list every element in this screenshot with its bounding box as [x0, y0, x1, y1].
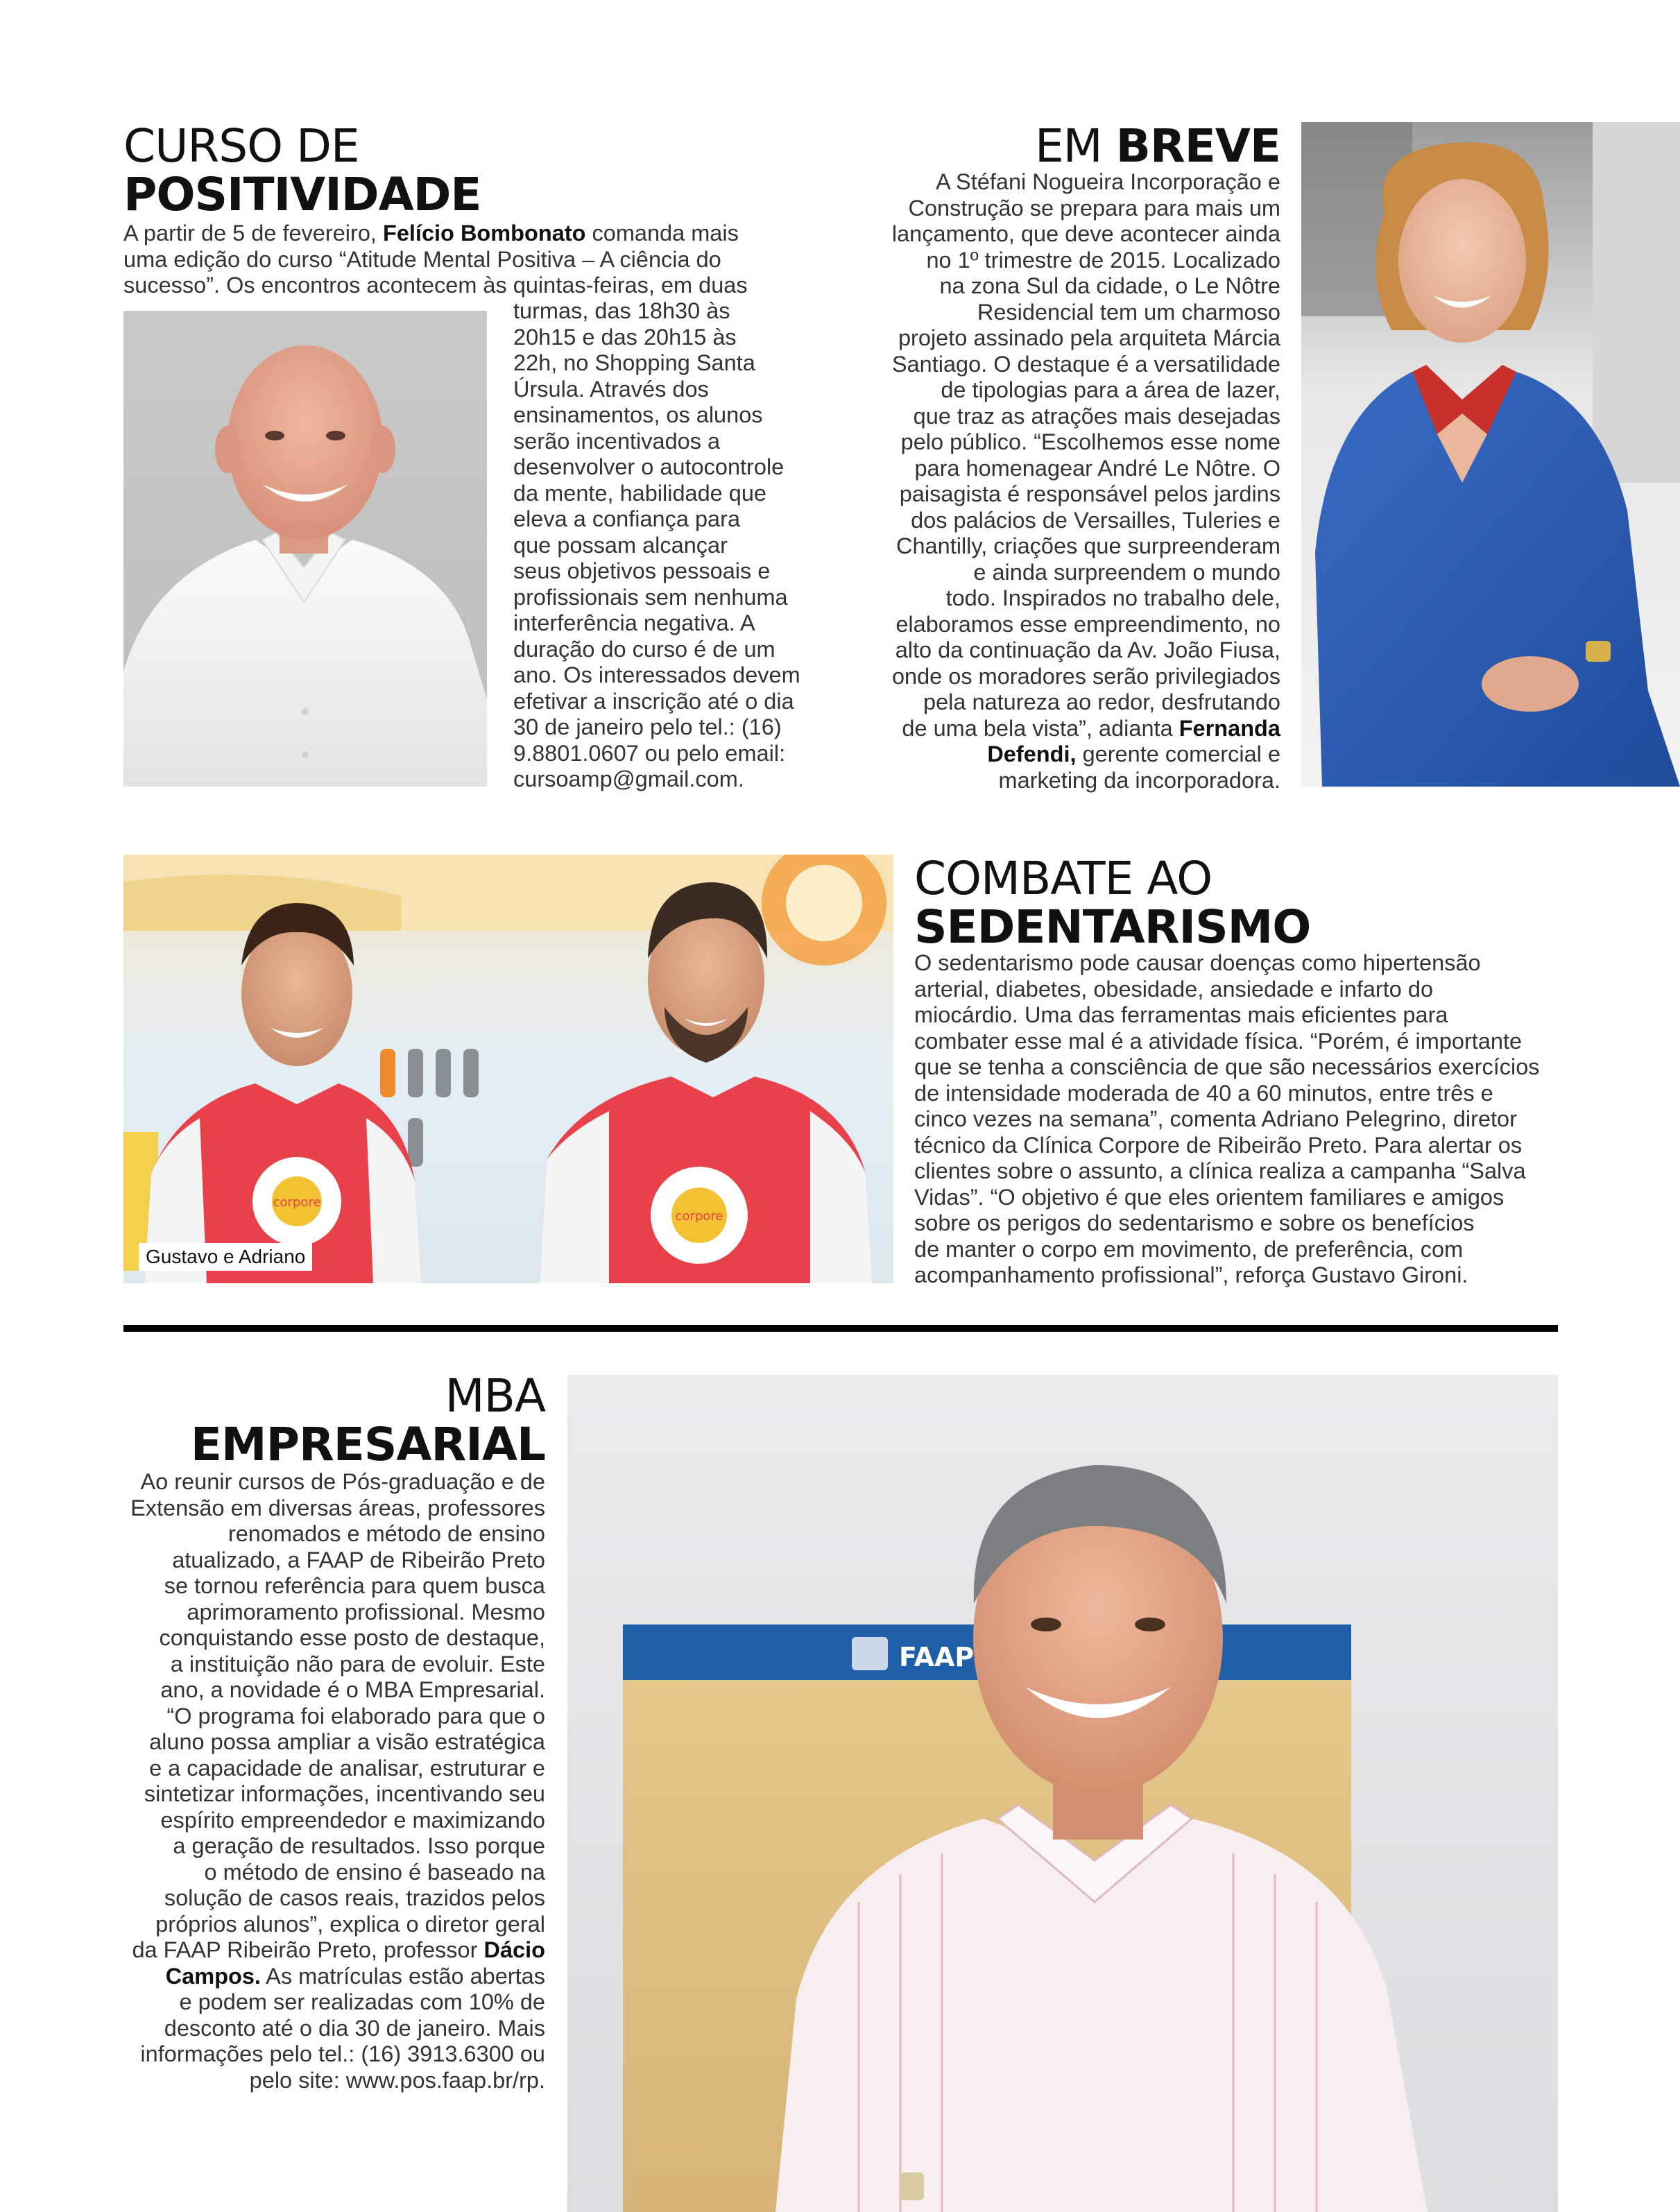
text-line: próprios alunos”, explica o diretor geral [155, 1911, 545, 1937]
text-line: alto da continuação da Av. João Fiusa, [895, 637, 1280, 662]
text-line: ano. Os interessados devem [513, 662, 800, 687]
text-line: uma edição do curso “Atitude Mental Positiva – A ciência do [123, 246, 721, 272]
text-line: que traz as atrações mais desejadas [913, 403, 1280, 429]
text-line: cursoamp@gmail.com. [513, 766, 744, 791]
text-line: Extensão em diversas áreas, professores [130, 1495, 545, 1520]
felicio-portrait-illustration [123, 311, 487, 787]
text-line: ano, a novidade é o MBA Empresarial. [160, 1677, 545, 1702]
text-line: de tipologias para a área de lazer, [941, 377, 1280, 402]
text-line: desenvolver o autocontrole [513, 454, 785, 479]
highlighted-name: Dácio [483, 1937, 545, 1962]
shirt-logo-left: corpore [273, 1195, 321, 1210]
text-line: informações pelo tel.: (16) 3913.6300 ou [140, 2041, 545, 2066]
text-line: de manter o corpo em movimento, de preferência, com [914, 1236, 1464, 1262]
text-line: paisagista é responsável pelos jardins [899, 481, 1280, 506]
text-line: conquistando esse posto de destaque, [159, 1625, 545, 1650]
text-line: profissionais sem nenhuma [513, 584, 788, 610]
text-line: A partir de 5 de fevereiro, Felício Bombonato comanda mais [123, 221, 739, 246]
text-line: A Stéfani Nogueira Incorporação e [936, 169, 1280, 194]
photo-caption: Gustavo e Adriano [139, 1243, 312, 1271]
text-line: e podem ser realizadas com 10% de [179, 1989, 545, 2014]
text-line: Vidas”. “O objetivo é que eles orientem familiares e amigos [914, 1184, 1505, 1210]
text-line: técnico da Clínica Corpore de Ribeirão Preto. Para alertar os [914, 1132, 1523, 1158]
text-line: lançamento, que deve acontecer ainda [891, 221, 1280, 246]
text-line: solução de casos reais, trazidos pelos [164, 1885, 545, 1910]
text-line: desconto até o dia 30 de janeiro. Mais [164, 2015, 545, 2041]
text-line: ensinamentos, os alunos [513, 402, 763, 427]
text-line: cinco vezes na semana”, comenta Adriano Pelegrino, diretor [914, 1106, 1517, 1131]
text-line: todo. Inspirados no trabalho dele, [945, 585, 1280, 610]
text-line: atualizado, a FAAP de Ribeirão Preto [172, 1547, 545, 1572]
fernanda-photo [1301, 122, 1680, 787]
text-line: O sedentarismo pode causar doenças como hipertensão [914, 950, 1481, 975]
mba-text [111, 1469, 545, 2093]
highlighted-name: Felício Bombonato [382, 221, 586, 246]
text-line: seus objetivos pessoais e [513, 558, 771, 583]
text-line: na zona Sul da cidade, o Le Nôtre [939, 273, 1280, 298]
text-line: Campos. As matrículas estão abertas [165, 1963, 545, 1989]
text-line: pelo público. “Escolhemos esse nome [900, 429, 1280, 454]
breve-title-bold: BREVE [1115, 119, 1280, 173]
mba-title-bold: EMPRESARIAL [190, 1418, 545, 1471]
breve-text [818, 169, 1280, 794]
text-line: aluno possa ampliar a visão estratégica [149, 1729, 545, 1754]
text-line: pelo site: www.pos.faap.br/rp. [249, 2067, 545, 2093]
text-line: da mente, habilidade que [513, 480, 767, 506]
text-line: dos palácios de Versailles, Tuleries e [911, 507, 1280, 533]
text-line: serão incentivados a [513, 428, 721, 454]
shirt-logo-right: corpore [675, 1209, 723, 1224]
text-line: acompanhamento profissional”, reforça Gustavo Gironi. [914, 1262, 1468, 1287]
highlighted-name: Fernanda [1178, 715, 1280, 741]
curso-intro-text [123, 221, 789, 299]
felicio-photo [123, 311, 487, 787]
curso-title-bold: POSITIVIDADE [123, 168, 481, 221]
mba-title-light: MBA [445, 1369, 545, 1423]
text-line: Ao reunir cursos de Pós-graduação e de [140, 1469, 545, 1494]
breve-title-light: EM [1034, 119, 1116, 173]
faap-sign-text: FAAP [899, 1642, 975, 1672]
text-line: Chantilly, criações que surpreenderam [896, 533, 1280, 558]
text-line: sucesso”. Os encontros acontecem às quintas-feiras, em duas [123, 273, 748, 298]
combate-title-bold: SEDENTARISMO [914, 900, 1311, 954]
curso-title-light: CURSO DE [123, 119, 359, 173]
text-line: 9.8801.0607 ou pelo email: [513, 740, 786, 766]
text-line: aprimoramento profissional. Mesmo [187, 1599, 545, 1624]
text-line: elaboramos esse empreendimento, no [895, 611, 1280, 637]
text-line: sintetizar informações, incentivando seu [144, 1781, 545, 1806]
text-line: que possam alcançar [513, 532, 728, 558]
text-line: efetivar a inscrição até o dia [513, 688, 794, 714]
text-line: 20h15 e das 20h15 às [513, 324, 737, 350]
curso-column-text [513, 298, 818, 793]
corpore-campaign-illustration [123, 855, 893, 1283]
text-line: sobre os perigos do sedentarismo e sobre os benefícios [914, 1210, 1475, 1235]
text-line: projeto assinado pela arquiteta Márcia [898, 325, 1280, 350]
highlighted-name: Campos. [165, 1963, 261, 1989]
text-line: e ainda surpreendem o mundo [973, 559, 1280, 585]
text-line: da FAAP Ribeirão Preto, professor Dácio [132, 1937, 545, 1962]
text-line: a geração de resultados. Isso porque [173, 1833, 545, 1858]
text-line: renomados e método de ensino [228, 1521, 545, 1546]
text-line: Úrsula. Através dos [513, 376, 709, 402]
text-line: Residencial tem um charmoso [977, 299, 1280, 325]
dacio-photo [567, 1375, 1558, 2212]
text-line: de intensidade moderada de 40 a 60 minutos, entre três e [914, 1080, 1493, 1106]
text-line: “O programa foi elaborado para que o [166, 1703, 545, 1729]
text-line: que se tenha a consciência de que são necessários exercícios [914, 1054, 1540, 1079]
text-line: 22h, no Shopping Santa [513, 350, 755, 375]
text-line: Defendi, gerente comercial e [987, 741, 1280, 766]
text-line: miocárdio. Uma das ferramentas mais eficientes para [914, 1002, 1448, 1027]
text-line: onde os moradores serão privilegiados [891, 663, 1280, 689]
text-line: a instituição não para de evoluir. Este [170, 1651, 545, 1677]
text-line: combater esse mal é a atividade física. “Porém, é importante [914, 1028, 1523, 1054]
breve-title [957, 119, 1280, 173]
text-line: 30 de janeiro pelo tel.: (16) [513, 714, 782, 739]
text-line: e a capacidade de analisar, estruturar e [149, 1755, 545, 1781]
gustavo-adriano-photo [123, 855, 893, 1283]
combate-text [914, 950, 1559, 1289]
text-line: eleva a confiança para [513, 506, 741, 531]
text-line: marketing da incorporadora. [998, 767, 1280, 793]
text-line: turmas, das 18h30 às [513, 298, 730, 323]
text-line: de uma bela vista”, adianta Fernanda [902, 715, 1280, 741]
faap-portrait-illustration [567, 1375, 1558, 2212]
text-line: para homenagear André Le Nôtre. O [914, 455, 1280, 481]
text-line: interferência negativa. A [513, 610, 755, 635]
fernanda-portrait-illustration [1301, 122, 1680, 787]
combate-title-light: COMBATE AO [914, 852, 1212, 905]
text-line: duração do curso é de um [513, 636, 775, 662]
text-line: no 1º trimestre de 2015. Localizado [926, 247, 1280, 273]
text-line: o método de ensino é baseado na [204, 1859, 545, 1885]
section-divider [123, 1325, 1558, 1332]
text-line: se tornou referência para quem busca [164, 1573, 545, 1598]
text-line: Santiago. O destaque é a versatilidade [891, 351, 1280, 377]
text-line: pela natureza ao redor, desfrutando [923, 689, 1280, 714]
text-line: Construção se prepara para mais um [908, 195, 1280, 221]
text-line: arterial, diabetes, obesidade, ansiedade e infarto do [914, 976, 1434, 1002]
text-line: espírito empreendedor e maximizando [160, 1807, 545, 1833]
highlighted-name: Defendi, [987, 741, 1077, 766]
text-line: clientes sobre o assunto, a clínica realiza a campanha “Salva [914, 1158, 1526, 1183]
